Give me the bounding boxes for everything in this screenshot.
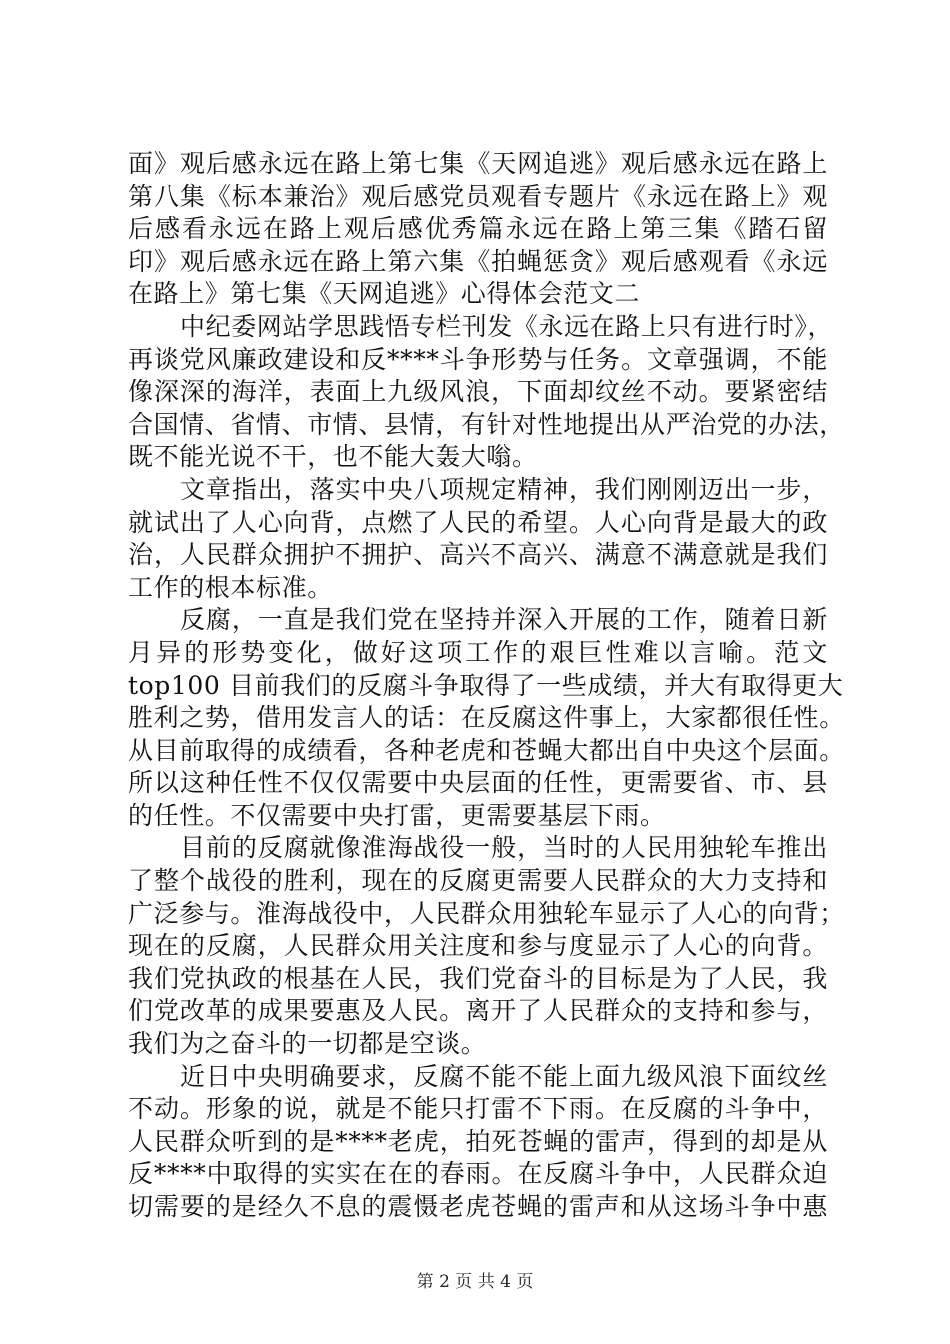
text-line: 在路上》第七集《天网追逃》心得体会范文二: [128, 279, 641, 309]
text-line: 的任性。不仅需要中央打雷，更需要基层下雨。: [128, 800, 666, 830]
text-line: 第八集《标本兼治》观后感党员观看专题片《永远在路上》观: [128, 181, 828, 211]
text-line: 广泛参与。淮海战役中，人民群众用独轮车显示了人心的向背；: [128, 898, 845, 928]
text-line: 治，人民群众拥护不拥护、高兴不高兴、满意不满意就是我们: [128, 540, 828, 570]
paragraph-first-line: 文章指出，落实中央八项规定精神，我们刚刚迈出一步，: [180, 474, 828, 504]
text-line: 像深深的海洋，表面上九级风浪，下面却纹丝不动。要紧密结: [128, 377, 828, 407]
text-line: 了整个战役的胜利，现在的反腐更需要人民群众的大力支持和: [128, 866, 828, 896]
text-line: 既不能光说不干，也不能大轰大嗡。: [128, 442, 538, 472]
text-line: 切需要的是经久不息的震慑老虎苍蝇的雷声和从这场斗争中惠: [128, 1192, 828, 1221]
text-line: 月异的形势变化，做好这项工作的艰巨性难以言喻。范文: [128, 637, 828, 667]
text-line: 就试出了人心向背，点燃了人民的希望。人心向背是最大的政: [128, 507, 828, 537]
text-line: 合国情、省情、市情、县情，有针对性地提出从严治党的办法，: [128, 409, 845, 439]
text-line: 人民群众听到的是****老虎，拍死苍蝇的雷声，得到的却是从: [128, 1126, 828, 1156]
text-line: 不动。形象的说，就是不能只打雷不下雨。在反腐的斗争中，: [128, 1094, 828, 1124]
text-line: 工作的根本标准。: [128, 572, 333, 602]
text-line: 所以这种任性不仅仅需要中央层面的任性，更需要省、市、县: [128, 768, 828, 798]
text-line: 从目前取得的成绩看，各种老虎和苍蝇大都出自中央这个层面。: [128, 735, 845, 765]
paragraph-first-line: 中纪委网站学思践悟专栏刊发《永远在路上只有进行时》，: [180, 311, 834, 341]
document-body: [128, 148, 845, 1224]
text-line: 我们党执政的根基在人民，我们党奋斗的目标是为了人民，我: [128, 963, 828, 993]
text-line: 现在的反腐，人民群众用关注度和参与度显示了人心的向背。: [128, 931, 828, 961]
paragraph-first-line: 目前的反腐就像淮海战役一般，当时的人民用独轮车推出: [180, 833, 828, 863]
text-line: 胜利之势，借用发言人的话：在反腐这件事上，大家都很任性。: [128, 703, 845, 733]
text-line: 反****中取得的实实在在的春雨。在反腐斗争中，人民群众迫: [128, 1159, 828, 1189]
text-line: 们党改革的成果要惠及人民。离开了人民群众的支持和参与，: [128, 996, 828, 1026]
text-line: 后感看永远在路上观后感优秀篇永远在路上第三集《踏石留: [128, 214, 828, 244]
text-line: 印》观后感永远在路上第六集《拍蝇惩贪》观后感观看《永远: [128, 246, 828, 276]
text-line: 我们为之奋斗的一切都是空谈。: [128, 1029, 487, 1059]
paragraph-first-line: 反腐，一直是我们党在坚持并深入开展的工作，随着日新: [180, 605, 828, 635]
text-line: 再谈党风廉政建设和反****斗争形势与任务。文章强调，不能: [128, 344, 828, 374]
text-line: 面》观后感永远在路上第七集《天网追逃》观后感永远在路上: [128, 149, 828, 178]
text-line: top100 目前我们的反腐斗争取得了一些成绩，并大有取得更大: [128, 670, 844, 700]
paragraph-first-line: 近日中央明确要求，反腐不能不能上面九级风浪下面纹丝: [180, 1061, 828, 1091]
page-number-footer: 第 2 页 共 4 页: [416, 1272, 534, 1292]
